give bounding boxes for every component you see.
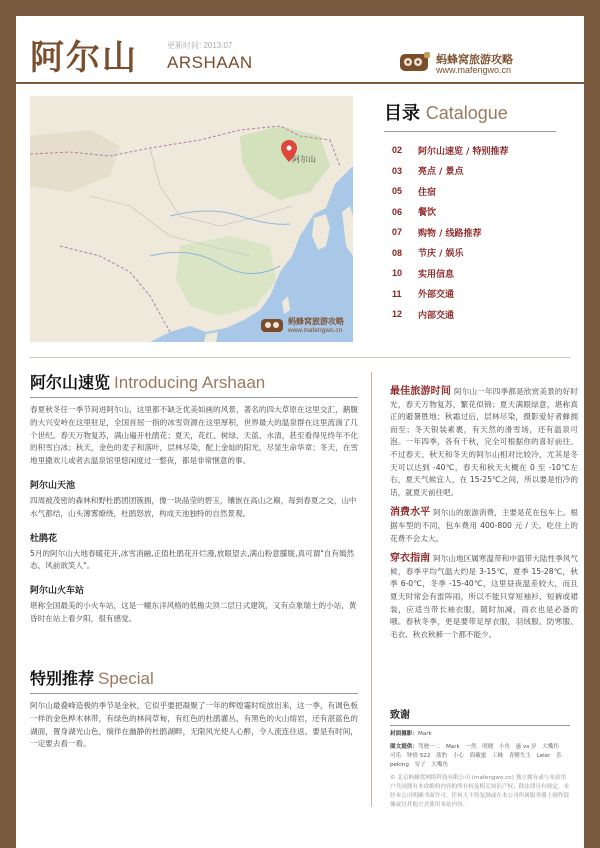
toc-page-number: 03 (392, 165, 403, 176)
clothing-heading: 穿衣指南 (390, 553, 431, 565)
toc-title (384, 102, 574, 125)
content-credit (390, 743, 570, 770)
toc-item[interactable] (384, 222, 574, 243)
header (30, 38, 570, 80)
subsection-text: 堪称全国最美的小火车站，这是一幢东洋风格的低檐尖顶二层日式建筑，又有点象瑞士的小站，黄昏时在站上看夕阳，很有感觉。 (30, 601, 357, 623)
special-paragraph: 阿尔山最叠峰造极的季节是金秋，它似乎要把凝聚了一年的辉煌霎时绽放出来，这一季，有调色板一样的金色桦木林带，有绿色的林间草甸，有红色的杜鹃灌丛，有黑色的火山熔岩，还有湛蓝色的湖面，置身湖光山色，徜徉在幽静的杜鹃湖畔，无限风光使人心醉，令人流连往返。要是有时间，一定要去看一看。 (30, 701, 358, 749)
credit-text: 驾驶一二 Mark 一然 明晓 小鱼 惠 vs 岁 大嘴伤 可乐 钟情 522 蓝豹 小心 海戴蜜 工蜂 青陲失主 Leler 乐 peking 穷子 大嘴鱼 (390, 744, 565, 768)
credits-divider (390, 725, 570, 726)
special-section (30, 668, 358, 751)
brand-url: www.mafengwo.cn (436, 65, 512, 75)
map-watermark-name: 蚂蜂窝旅游攻略 (288, 317, 344, 326)
toc-item-label: 餐饮 (418, 208, 437, 219)
clothing-block (390, 553, 578, 641)
subsection-title: 杜鹃花 (30, 533, 58, 544)
toc-item[interactable] (384, 243, 574, 264)
intro-title-cn: 阿尔山速览 (30, 373, 111, 392)
subsection-text: 四周被茂密的森林和野杜鹃团团簇拥，像一块晶莹的碧玉，镶嵌在高山之巅，每到春夏之交，山中水气都结，山头薄雾缭绕，杜鹃怒放，构成天池独特的自然景观。 (30, 495, 357, 518)
toc-item[interactable] (384, 304, 574, 325)
map-watermark (260, 314, 350, 338)
toc-item-label: 阿尔山速览 / 特别推荐 (418, 146, 509, 157)
intro-divider (30, 397, 358, 398)
toc-title-en: Catalogue (425, 103, 508, 123)
brand-name: 蚂蜂窝旅游攻略 (436, 53, 513, 66)
toc-item-label: 外部交通 (418, 290, 455, 301)
toc-page-number: 08 (392, 247, 403, 258)
brand-logo[interactable] (398, 48, 568, 78)
page-title-en: ARSHAAN (167, 53, 253, 72)
location-map[interactable] (30, 96, 353, 342)
header-divider (16, 82, 584, 84)
toc-item[interactable] (384, 284, 574, 305)
cost-heading: 消费水平 (390, 507, 431, 519)
credits-section (390, 706, 570, 810)
map-marker-label: 阿尔山 (292, 155, 316, 164)
subsection-text: 5月的阿尔山大地春暖花开,冰雪消融,正值杜鹃花开烂漫,放眼望去,满山粉意朦胧,真可谓"自有嫣然态，风前欲笑人"。 (30, 548, 355, 571)
clothing-text: 阿尔山地区属寒温带和中温带大陆性季风气候，春季平均气温大约是 3-15℃，夏季 15-28℃，秋季 6-0℃，冬季 -15-40℃，这里昼夜温差较大，而且夏天时常会有雷阵雨，所以不能只穿短袖衫、短裤或裙装，应适当带长袖衣服，随时加减，雨衣也是必备的哦。春秋冬季，更是要带足厚衣服，羽绒服、防寒服、毛衣、秋衣秋裤一个都不能少。 (390, 554, 579, 639)
map-watermark-url: www.mafengwo.cn (288, 327, 343, 334)
cost-block (390, 507, 578, 545)
toc-item-label: 实用信息 (418, 269, 455, 280)
toc-item[interactable] (384, 181, 574, 202)
credit-label: 图文提供： (390, 744, 418, 750)
updated-date: 更新时间: 2013.07 (167, 41, 233, 50)
best-time-text: 阿尔山一年四季都是欣赏美景的好时光，春天万物复苏，繁花似锦；夏天满眼绿意，堪称真正的避暑胜地；秋霜过后，层林尽染，摄影爱好者蜂拥而至；冬天银装素裹，有天然的滑雪场，还有温泉可泡。一年四季，各有千秋，完全可根据你的喜好前往。不过春天、秋天和冬天的阿尔山相对比较冷，尤其是冬天可以达到 -40℃，春天和秋天大概在 0 至 -10℃左右，夏天气候宜人，在 15-25℃之间，所以要是怕冷的话，就夏天前往吧。 (390, 387, 578, 497)
copyright-notice: © 北京蚂蜂窝网络科技有限公司 (mafengwo.cn) 独立拥有或与本站用户共同拥有本攻略的内容的所有权及相关知识产权；除法律另有规定，未经本公司明确书面许可，任何人不得复制或在本公司所属服务器上制作镜像或以其他方式使用本站内容。 (390, 775, 570, 808)
intro-paragraph: 春夏秋冬任一季节间进阿尔山，这里都不缺乏优美如画的风景，著名的四大草原在这里交汇，鹅腹的大兴安岭在这里驻足，全国首屈一指的冰雪资源在这里厚积，世界最大的温泉群在这里流淌了几个世纪。春天万物复苏，满山遍开杜鹃花；夏天，花红、树绿、天蓝、水清，甚至看得见终年不化的积雪白冰；秋天，金色的麦子和落叶，层林尽染，配上金灿的阳光，尽显生命华章；冬天，在雪地里撒欢儿或者去温泉馆里悠闲度过一整夜，都是非常惬意的事。 (30, 405, 358, 466)
toc-item-label: 住宿 (418, 187, 437, 198)
best-time-block (390, 386, 578, 499)
intro-heading (30, 372, 358, 394)
table-of-contents (384, 102, 574, 325)
credit-text: Mark (417, 731, 432, 737)
special-title-en: Special (98, 669, 154, 688)
toc-page-number: 10 (392, 268, 403, 279)
travel-info-column (390, 386, 578, 649)
credits-heading: 致谢 (390, 710, 410, 721)
toc-item[interactable] (384, 161, 574, 182)
special-divider (30, 693, 358, 694)
toc-page-number: 12 (392, 309, 403, 320)
map-graphic (30, 96, 353, 342)
mafengwo-small-icon (260, 316, 286, 334)
toc-item-label: 购物 / 线路推荐 (418, 228, 482, 239)
subsection-title: 阿尔山天池 (30, 480, 76, 491)
credit-label: 封面摄影： (390, 731, 418, 737)
subsection-title: 阿尔山火车站 (30, 586, 85, 597)
toc-page-number: 11 (392, 288, 402, 299)
toc-item[interactable] (384, 263, 574, 284)
cover-photo-credit (390, 730, 570, 739)
mafengwo-icon (398, 50, 432, 74)
toc-item[interactable] (384, 140, 574, 161)
section-divider (30, 357, 570, 358)
toc-page-number: 02 (392, 145, 403, 156)
intro-section (30, 372, 358, 626)
intro-title-en: Introducing Arshaan (114, 373, 266, 392)
toc-page-number: 05 (392, 186, 403, 197)
toc-item-label: 内部交通 (418, 310, 455, 321)
toc-divider (384, 131, 556, 132)
column-divider (371, 372, 372, 807)
special-heading (30, 668, 358, 690)
toc-item-label: 节庆 / 娱乐 (418, 249, 464, 260)
toc-title-cn: 目录 (384, 103, 420, 124)
cost-text: 阿尔山的旅游消费，主要是花在包车上。根据车型的不同，包车费用 400-800 元 / 天。吃住上的花费不会太大。 (390, 508, 579, 543)
toc-item-label: 亮点 / 景点 (418, 167, 464, 178)
best-time-heading: 最佳旅游时间 (390, 386, 451, 397)
toc-list (384, 140, 574, 325)
page-title: 阿尔山 (30, 38, 138, 78)
toc-page-number: 07 (392, 227, 403, 238)
special-title-cn: 特别推荐 (30, 669, 95, 688)
toc-page-number: 06 (392, 206, 403, 217)
toc-item[interactable] (384, 202, 574, 223)
